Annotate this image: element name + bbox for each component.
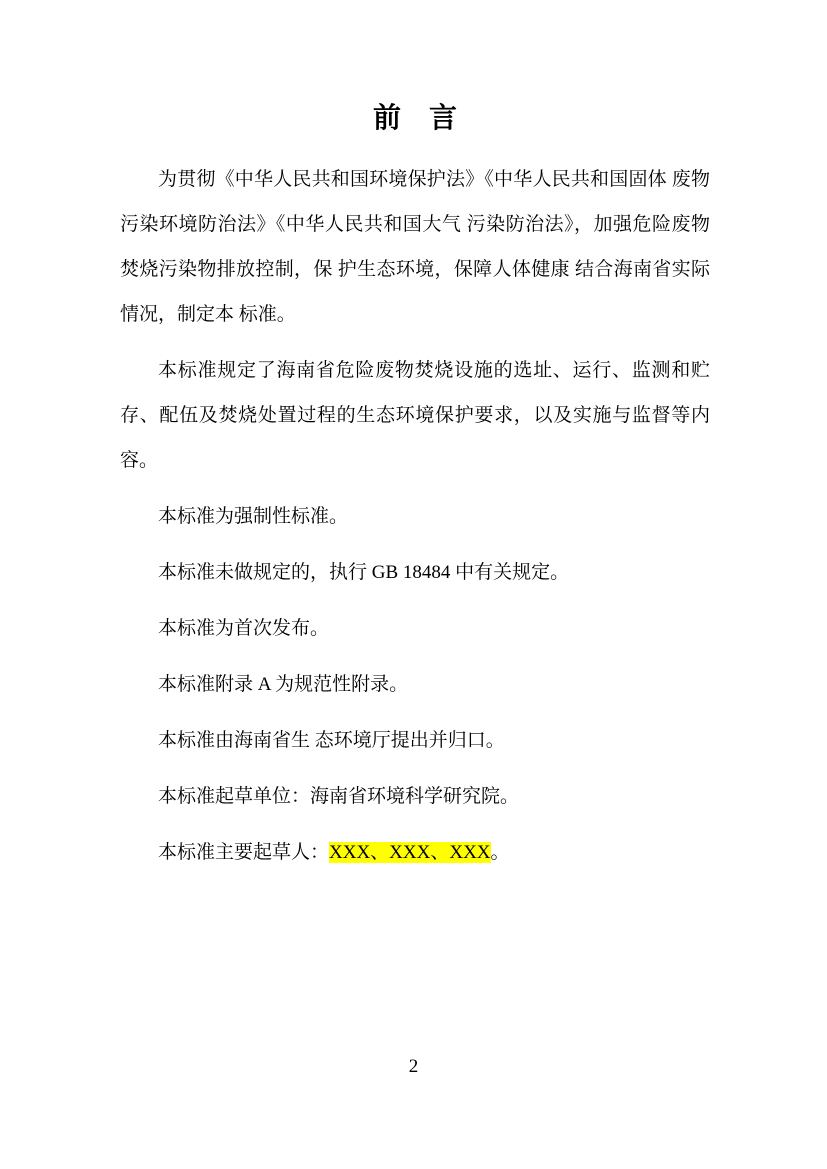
page-number: 2 <box>408 1056 419 1077</box>
paragraph-gb18484: 本标准未做规定的，执行 GB 18484 中有关规定。 <box>158 562 570 583</box>
drafters-highlighted-names: XXX、XXX、XXX <box>329 842 491 863</box>
paragraph-scope: 本标准规定了海南省危险废物焚烧设施的选址、运行、监测和贮存、配伍及焚烧处置过程的生态环境保护要求，以及实施与监督等内容。 <box>120 360 710 471</box>
paragraph-appendix: 本标准附录 A 为规范性附录。 <box>158 674 409 695</box>
paragraph-drafters <box>120 830 710 875</box>
document-title: 前 言 <box>372 103 457 134</box>
paragraph-proposed-by: 本标准由海南省生 态环境厅提出并归口。 <box>158 730 505 751</box>
drafters-prefix: 本标准主要起草人： <box>158 842 330 863</box>
paragraph-purpose: 为贯彻《中华人民共和国环境保护法》《中华人民共和国固体 废物污染环境防治法》《中华人民共和国大气 污染防治法》，加强危险废物焚烧污染物排放控制，保 护生态环境，保障人体健康 结合海南省实际情况，制定本 标准。 <box>120 169 710 325</box>
drafters-suffix: 。 <box>490 842 510 863</box>
document-content <box>120 96 710 886</box>
paragraph-drafting-unit: 本标准起草单位：海南省环境科学研究院。 <box>158 786 520 807</box>
paragraph-mandatory: 本标准为强制性标准。 <box>158 506 349 527</box>
paragraph-first-issue: 本标准为首次发布。 <box>158 618 330 639</box>
